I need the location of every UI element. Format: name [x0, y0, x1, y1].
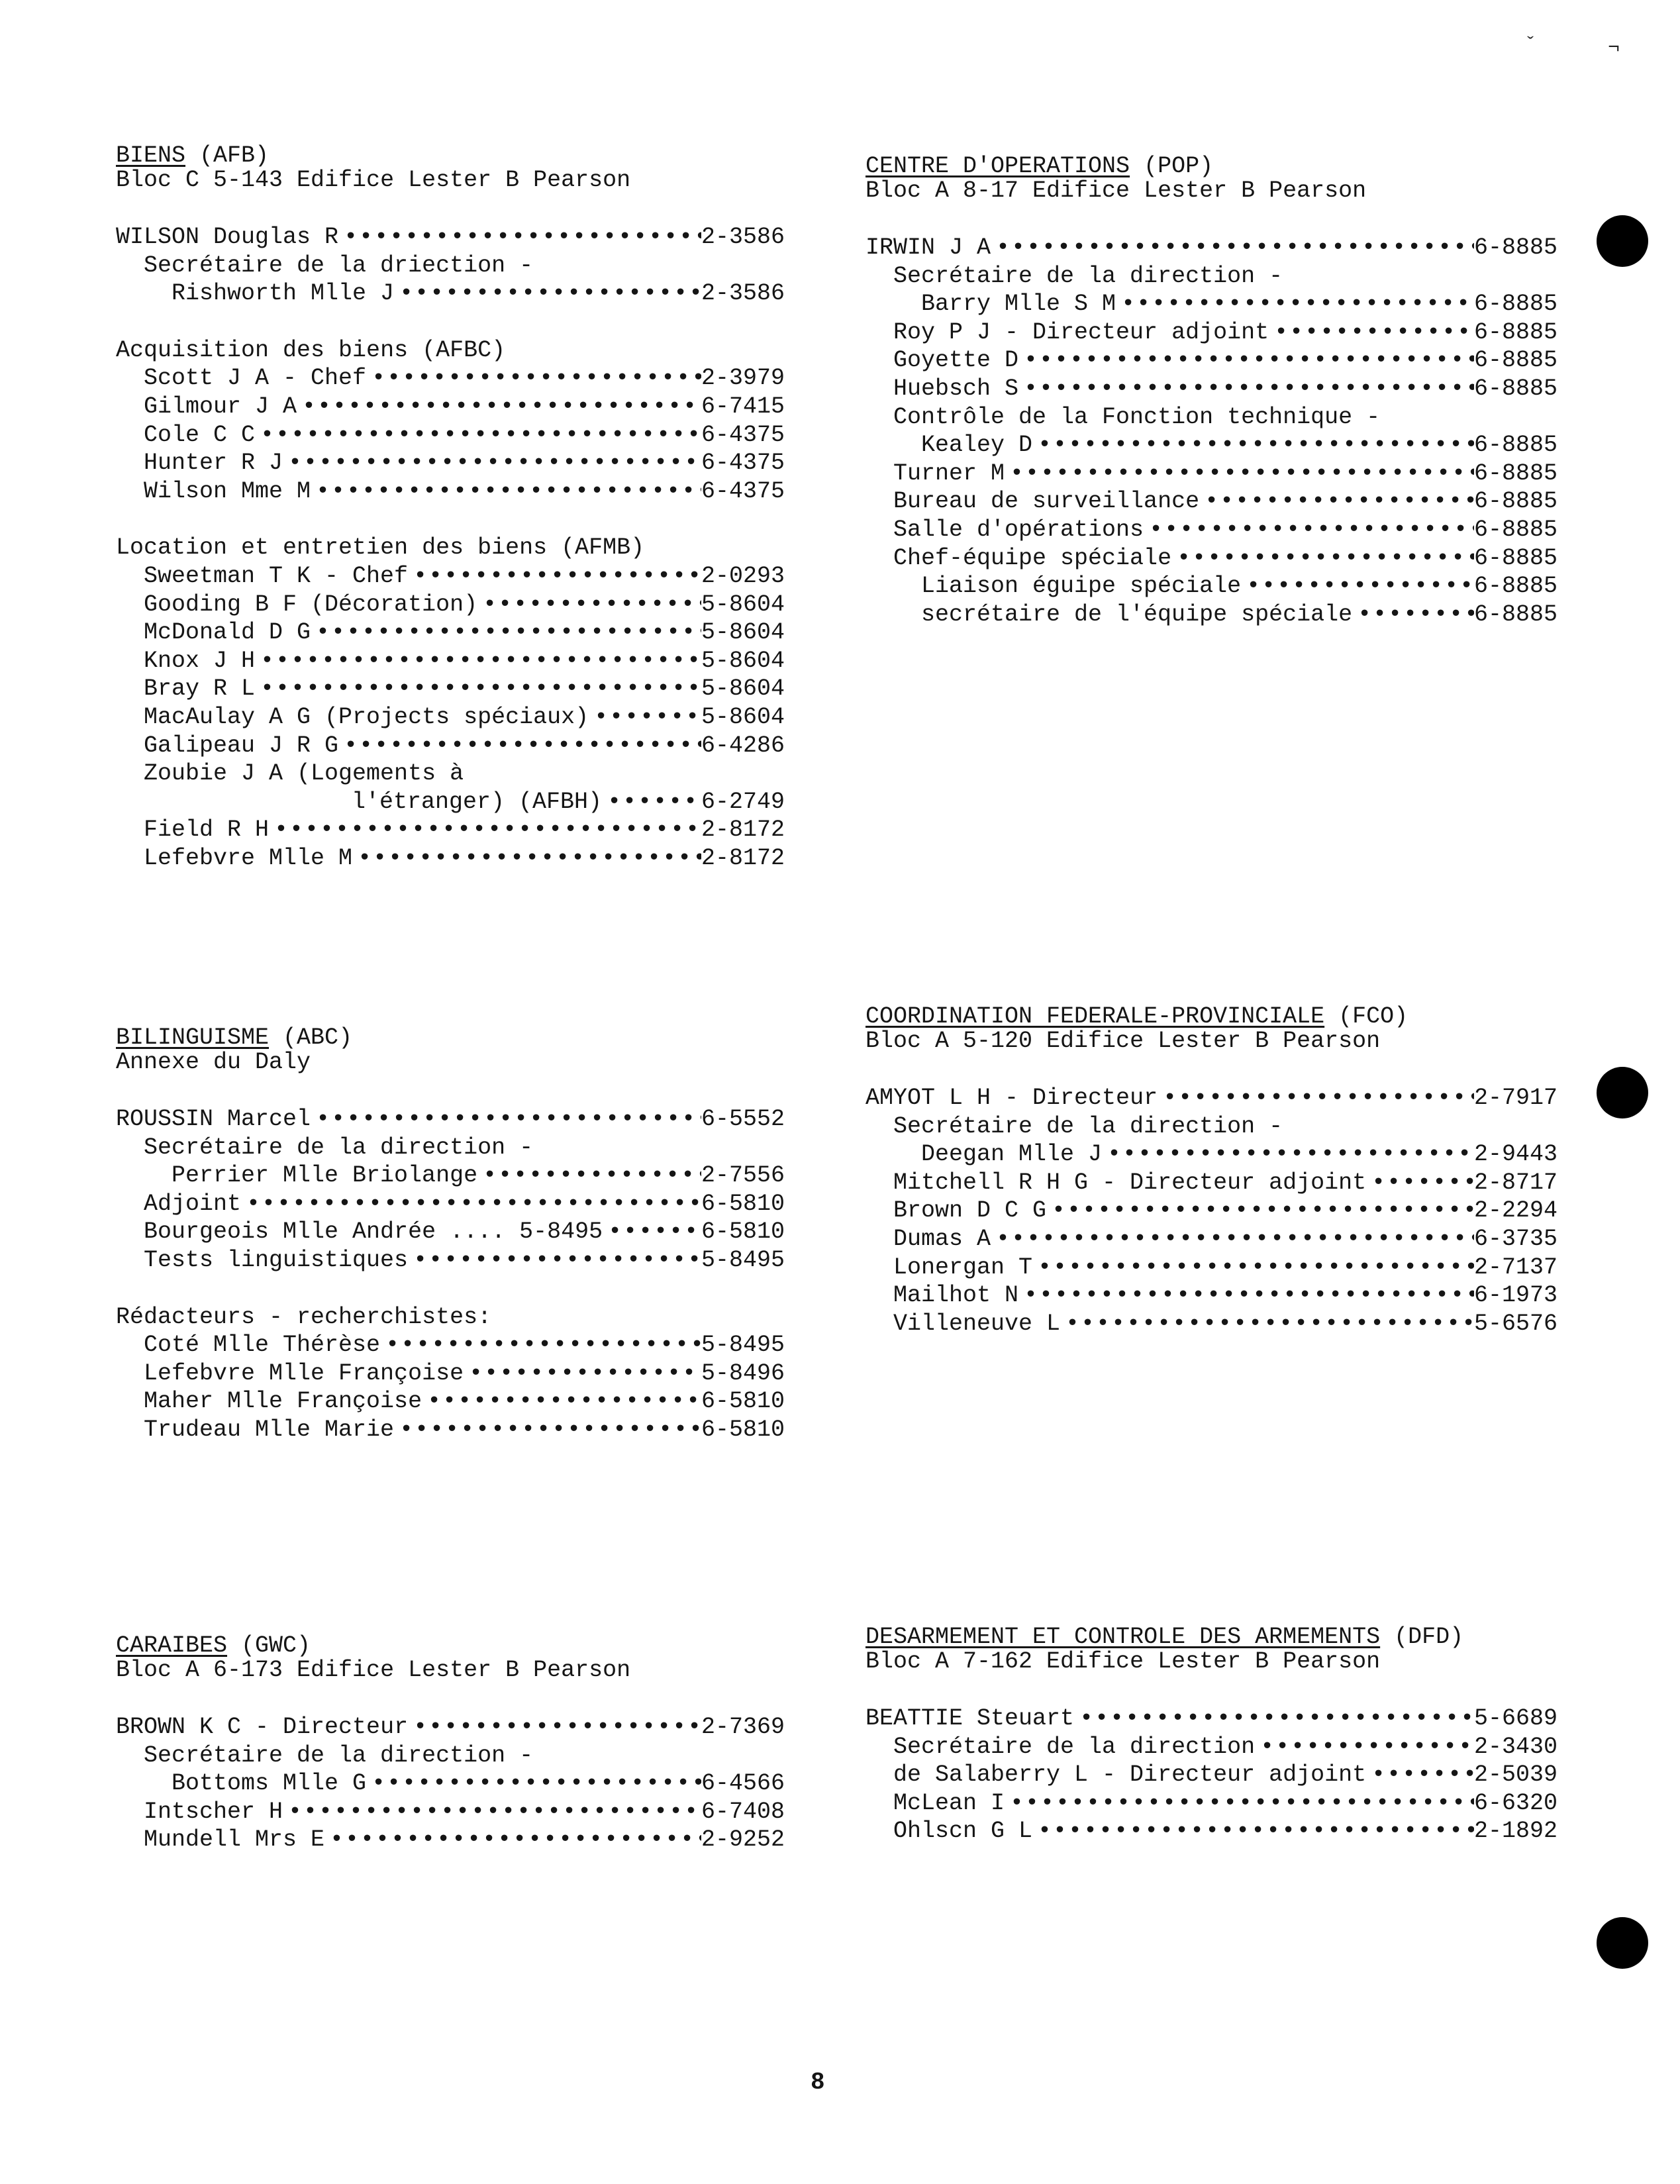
directory-subheading: Secrétaire de la direction - — [893, 1113, 1283, 1140]
section-bilinguisme — [116, 1024, 785, 1444]
directory-entry: Bottoms Mlle G ••••• 6-4566 — [116, 1769, 785, 1798]
directory-entry: Coté Mlle Thérèse ••••• 5-8495 — [116, 1331, 785, 1360]
directory-entry: Scott J A - Chef ••••• 2-3979 — [116, 364, 785, 393]
section-title: BIENS (AFB) — [116, 142, 270, 169]
directory-entry: Lefebvre Mlle Françoise ••••• 5-8496 — [116, 1360, 785, 1388]
directory-entry: Bray R L ••••• 5-8604 — [116, 675, 785, 703]
section-location: Bloc A 5-120 Edifice Lester B Pearson — [865, 1028, 1381, 1054]
directory-subheading: Secrétaire de la direction - — [893, 262, 1283, 289]
directory-entry: Hunter R J ••••• 6-4375 — [116, 449, 785, 477]
directory-subheading: Location et entretien des biens (AFMB) — [116, 534, 645, 562]
section-centre-operations — [865, 153, 1557, 628]
directory-entry: Lonergan T ••••• 2-7137 — [865, 1254, 1557, 1282]
directory-entry: de Salaberry L - Directeur adjoint ••••• 2-5039 — [865, 1761, 1557, 1789]
directory-entry: Mailhot N ••••• 6-1973 — [865, 1281, 1557, 1310]
directory-entry: Turner M ••••• 6-8885 — [865, 460, 1557, 488]
section-location: Bloc A 7-162 Edifice Lester B Pearson — [865, 1648, 1381, 1675]
directory-entry: Brown D C G ••••• 2-2294 — [865, 1197, 1557, 1225]
directory-entry: Lefebvre Mlle M ••••• 2-8172 — [116, 844, 785, 873]
directory-entry: Gilmour J A ••••• 6-7415 — [116, 393, 785, 421]
directory-entry: Villeneuve L ••••• 5-6576 — [865, 1310, 1557, 1338]
directory-entry: Mitchell R H G - Directeur adjoint ••••• 2-8717 — [865, 1169, 1557, 1197]
directory-entry: Galipeau J R G ••••• 6-4286 — [116, 732, 785, 760]
directory-entry: Bourgeois Mlle Andrée .... 5-8495 ••••• 6-5810 — [116, 1218, 785, 1246]
directory-entry: Roy P J - Directeur adjoint ••••• 6-8885 — [865, 319, 1557, 347]
scan-speck-2: ¬ — [1608, 37, 1620, 60]
directory-entry: Secrétaire de la direction ••••• 2-3430 — [865, 1733, 1557, 1762]
directory-entry: Cole C C ••••• 6-4375 — [116, 421, 785, 450]
directory-entry: secrétaire de l'équipe spéciale ••••• 6-8885 — [865, 601, 1557, 629]
binder-hole-top — [1597, 215, 1648, 267]
section-title: CENTRE D'OPERATIONS (POP) — [865, 153, 1214, 179]
directory-entry: Goyette D ••••• 6-8885 — [865, 346, 1557, 375]
binder-hole-bottom — [1597, 1917, 1648, 1969]
section-title: BILINGUISME (ABC) — [116, 1024, 353, 1051]
section-location: Bloc C 5-143 Edifice Lester B Pearson — [116, 167, 631, 193]
directory-entry: McLean I ••••• 6-6320 — [865, 1789, 1557, 1818]
page-number: 8 — [811, 2069, 825, 2096]
directory-entry: Chef-équipe spéciale ••••• 6-8885 — [865, 544, 1557, 573]
directory-entry: Huebsch S ••••• 6-8885 — [865, 375, 1557, 403]
directory-subheading: Secrétaire de la driection - — [144, 252, 534, 279]
directory-entry: BEATTIE Steuart ••••• 5-6689 — [865, 1705, 1557, 1733]
directory-entry: Salle d'opérations ••••• 6-8885 — [865, 516, 1557, 544]
directory-entry: Adjoint ••••• 6-5810 — [116, 1190, 785, 1218]
directory-entry: MacAulay A G (Projects spéciaux) ••••• 5-8604 — [116, 703, 785, 732]
directory-entry: Rishworth Mlle J ••••• 2-3586 — [116, 279, 785, 308]
section-coordination-federale-provinciale — [865, 1003, 1557, 1338]
directory-entry: Knox J H ••••• 5-8604 — [116, 647, 785, 675]
directory-entry: Deegan Mlle J ••••• 2-9443 — [865, 1140, 1557, 1169]
directory-entry: Dumas A ••••• 6-3735 — [865, 1225, 1557, 1254]
directory-entry: Perrier Mlle Briolange ••••• 2-7556 — [116, 1162, 785, 1190]
directory-entry: Mundell Mrs E ••••• 2-9252 — [116, 1826, 785, 1854]
section-desarmement — [865, 1624, 1557, 1846]
directory-entry: Ohlscn G L ••••• 2-1892 — [865, 1817, 1557, 1846]
directory-entry: Kealey D ••••• 6-8885 — [865, 431, 1557, 460]
section-location: Bloc A 6-173 Edifice Lester B Pearson — [116, 1657, 631, 1683]
scan-speck-1: ˇ — [1524, 34, 1537, 57]
directory-subheading: Secrétaire de la direction - — [144, 1134, 534, 1161]
directory-entry: l'étranger) (AFBH) ••••• 6-2749 — [116, 788, 785, 817]
directory-entry: IRWIN J A ••••• 6-8885 — [865, 234, 1557, 262]
directory-entry: Tests linguistiques ••••• 5-8495 — [116, 1246, 785, 1275]
binder-hole-middle — [1597, 1067, 1648, 1118]
directory-entry: ROUSSIN Marcel ••••• 6-5552 — [116, 1105, 785, 1134]
directory-entry: WILSON Douglas R ••••• 2-3586 — [116, 223, 785, 252]
directory-subheading: Acquisition des biens (AFBC) — [116, 336, 506, 364]
section-title: COORDINATION FEDERALE-PROVINCIALE (FCO) — [865, 1003, 1408, 1030]
directory-subheading: Contrôle de la Fonction technique - — [893, 403, 1381, 430]
section-biens — [116, 142, 785, 872]
section-title: DESARMEMENT ET CONTROLE DES ARMEMENTS (DFD) — [865, 1624, 1464, 1650]
directory-entry: AMYOT L H - Directeur ••••• 2-7917 — [865, 1084, 1557, 1113]
section-location: Annexe du Daly — [116, 1049, 311, 1075]
directory-subheading: Zoubie J A (Logements à — [144, 760, 464, 787]
section-title: CARAIBES (GWC) — [116, 1632, 311, 1659]
directory-entry: Bureau de surveillance ••••• 6-8885 — [865, 487, 1557, 516]
directory-entry: Gooding B F (Décoration) ••••• 5-8604 — [116, 591, 785, 619]
section-caraibes — [116, 1632, 785, 1854]
directory-entry: BROWN K C - Directeur ••••• 2-7369 — [116, 1713, 785, 1742]
directory-entry: Trudeau Mlle Marie ••••• 6-5810 — [116, 1416, 785, 1444]
directory-entry: McDonald D G ••••• 5-8604 — [116, 619, 785, 647]
directory-entry: Barry Mlle S M ••••• 6-8885 — [865, 290, 1557, 319]
directory-entry: Liaison éguipe spéciale ••••• 6-8885 — [865, 572, 1557, 601]
directory-entry: Field R H ••••• 2-8172 — [116, 816, 785, 844]
directory-subheading: Secrétaire de la direction - — [144, 1742, 534, 1769]
directory-subheading: Rédacteurs - recherchistes: — [116, 1303, 492, 1330]
directory-entry: Sweetman T K - Chef ••••• 2-0293 — [116, 562, 785, 591]
directory-entry: Intscher H ••••• 6-7408 — [116, 1798, 785, 1826]
directory-entry: Maher Mlle Françoise ••••• 6-5810 — [116, 1387, 785, 1416]
directory-entry: Wilson Mme M ••••• 6-4375 — [116, 477, 785, 506]
section-location: Bloc A 8-17 Edifice Lester B Pearson — [865, 177, 1367, 204]
